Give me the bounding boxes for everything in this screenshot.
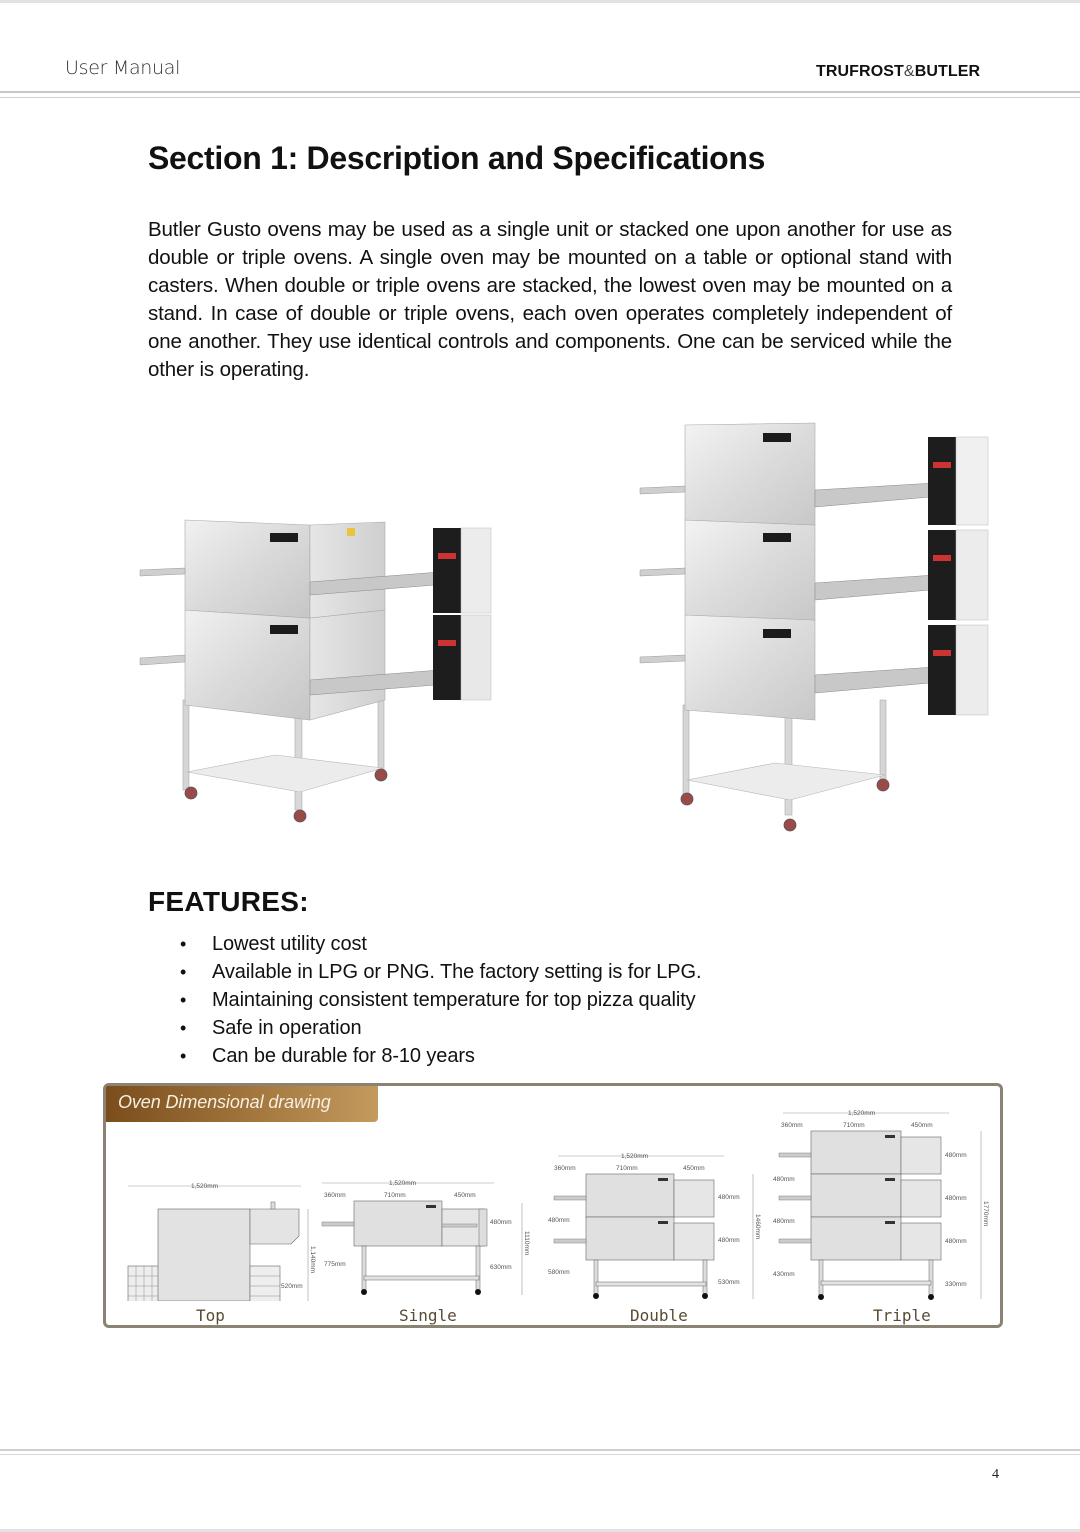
dim-triple-oven3-height: 480mm bbox=[945, 1238, 967, 1245]
feature-item: • Lowest utility cost bbox=[180, 930, 701, 958]
top-view-drawing bbox=[116, 1166, 316, 1301]
view-label-triple: Triple bbox=[873, 1306, 931, 1325]
dim-triple-chamber: 710mm bbox=[843, 1122, 865, 1129]
dim-double-chamber: 710mm bbox=[616, 1165, 638, 1172]
header-divider bbox=[0, 91, 1080, 93]
double-view-drawing bbox=[546, 1144, 766, 1304]
dim-top-depth: 1,140mm bbox=[309, 1246, 316, 1274]
brand-ampersand: & bbox=[903, 63, 915, 80]
dim-single-total-height: 1110mm bbox=[523, 1231, 530, 1256]
triple-oven-photo bbox=[635, 415, 995, 840]
dim-double-left-ext: 360mm bbox=[554, 1165, 576, 1172]
bullet-icon: • bbox=[180, 990, 187, 1010]
middle-oven bbox=[640, 520, 988, 620]
brand-logo bbox=[816, 63, 980, 81]
footer-divider-thin bbox=[0, 1454, 1080, 1455]
dimensional-drawing-panel bbox=[103, 1083, 1003, 1328]
dim-double-stand-height: 530mm bbox=[718, 1279, 740, 1286]
dim-double-conveyor-height: 580mm bbox=[548, 1269, 570, 1276]
dim-single-stand-height: 630mm bbox=[490, 1264, 512, 1271]
features-list bbox=[180, 930, 701, 1070]
dim-triple-conveyor-spacing-1: 480mm bbox=[773, 1176, 795, 1183]
section-title: Section 1: Description and Specifications bbox=[148, 140, 766, 176]
dim-single-left-ext: 360mm bbox=[324, 1192, 346, 1199]
double-oven-photo bbox=[135, 510, 495, 830]
footer-divider bbox=[0, 1449, 1080, 1451]
dim-double-oven2-height: 480mm bbox=[718, 1237, 740, 1244]
dim-triple-conveyor-spacing-2: 480mm bbox=[773, 1218, 795, 1225]
feature-item: • Maintaining consistent temperature for top pizza quality bbox=[180, 986, 701, 1014]
bullet-icon: • bbox=[180, 1046, 187, 1066]
dim-double-total-width: 1,520mm bbox=[621, 1153, 649, 1160]
view-label-single: Single bbox=[399, 1306, 457, 1325]
dim-double-conveyor-spacing: 480mm bbox=[548, 1217, 570, 1224]
feature-item: • Can be durable for 8-10 years bbox=[180, 1042, 701, 1070]
dimensional-drawing-title: Oven Dimensional drawing bbox=[118, 1092, 331, 1112]
triple-view-drawing bbox=[771, 1101, 996, 1306]
dim-single-oven-height: 480mm bbox=[490, 1219, 512, 1226]
dim-single-chamber: 710mm bbox=[384, 1192, 406, 1199]
oven-stand bbox=[681, 700, 889, 831]
dim-double-oven1-height: 480mm bbox=[718, 1194, 740, 1201]
bullet-icon: • bbox=[180, 934, 187, 954]
dim-triple-conveyor-height: 430mm bbox=[773, 1271, 795, 1278]
dim-triple-total-width: 1,520mm bbox=[848, 1110, 876, 1117]
document-title: User Manual bbox=[65, 57, 181, 79]
feature-item: • Available in LPG or PNG. The factory setting is for LPG. bbox=[180, 958, 701, 986]
dim-triple-oven2-height: 480mm bbox=[945, 1195, 967, 1202]
dim-single-total-width: 1,520mm bbox=[389, 1180, 417, 1187]
header-divider-thin bbox=[0, 97, 1080, 98]
page-header bbox=[0, 0, 1080, 100]
bullet-icon: • bbox=[180, 1018, 187, 1038]
dim-triple-total-height: 1770mm bbox=[982, 1201, 989, 1227]
brand-name-butler: BUTLER bbox=[914, 63, 981, 80]
top-oven bbox=[140, 520, 491, 618]
dim-double-right-ext: 450mm bbox=[683, 1165, 705, 1172]
features-heading: FEATURES: bbox=[148, 886, 309, 917]
bottom-oven bbox=[140, 610, 491, 720]
dim-triple-left-ext: 360mm bbox=[781, 1122, 803, 1129]
brand-name-trufrost: TRUFROST bbox=[816, 63, 904, 80]
view-label-top: Top bbox=[196, 1306, 225, 1325]
dim-triple-stand-height: 330mm bbox=[945, 1281, 967, 1288]
dim-triple-oven1-height: 480mm bbox=[945, 1152, 967, 1159]
dim-triple-right-ext: 450mm bbox=[911, 1122, 933, 1129]
dim-single-right-ext: 450mm bbox=[454, 1192, 476, 1199]
feature-item: • Safe in operation bbox=[180, 1014, 701, 1042]
bullet-icon: • bbox=[180, 962, 187, 982]
top-oven bbox=[640, 423, 988, 525]
intro-paragraph: Butler Gusto ovens may be used as a single unit or stacked one upon another for use as double or triple ovens. A single oven may be mounted on a table or optional stand with casters. When double or triple ovens are stacked, the lowest oven may be mounted on a stand. In case of double or triple ovens, each oven operates completely independent of one another. They use identical controls and components. One can be serviced while the other is operating. bbox=[148, 218, 952, 381]
page-number: 4 bbox=[992, 1467, 999, 1482]
dim-top-conveyor: 520mm bbox=[281, 1283, 303, 1290]
dim-single-conveyor-height: 775mm bbox=[324, 1261, 346, 1268]
dimensional-drawing-tab bbox=[106, 1086, 378, 1122]
single-view-drawing bbox=[314, 1171, 544, 1301]
dim-top-width: 1,520mm bbox=[191, 1183, 219, 1190]
view-label-double: Double bbox=[630, 1306, 688, 1325]
bottom-oven bbox=[640, 615, 988, 720]
dim-double-total-height: 1460mm bbox=[754, 1214, 761, 1240]
